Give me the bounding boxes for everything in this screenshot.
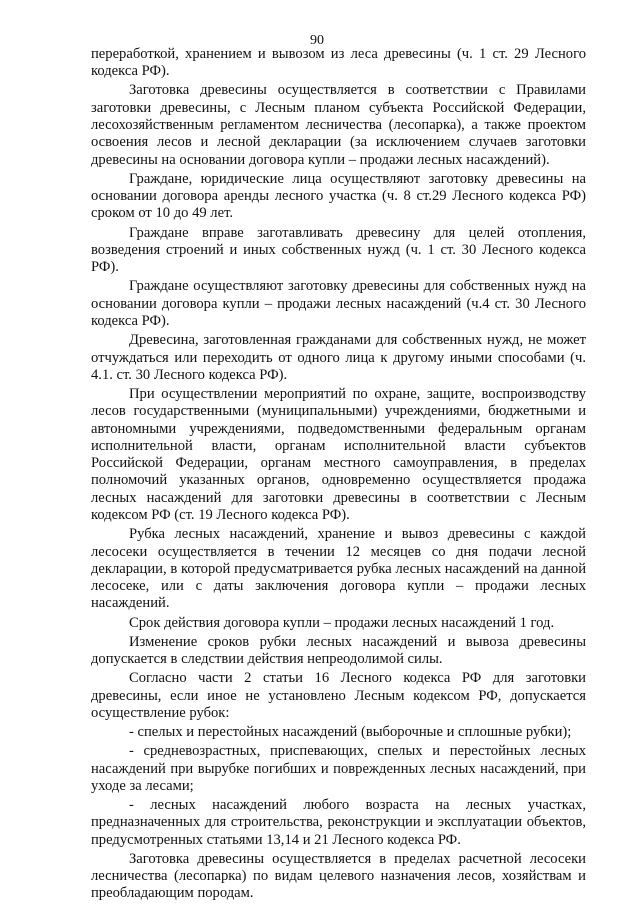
paragraph-state-institutions: При осуществлении мероприятий по охране, защите, воспроизводству лесов государственными (муниципальными) учреждениями, бюджетными и автономными учреждениями, подведомственными федеральным органам исполнительной власти, органам исполнительной власти субъектов Российской Федерации, органам местного самоуправления, в пределах полномочий указанных органов, одновременно осуществляется продажа лесных насаждений для заготовки древесины в соответствии с Лесным кодексом РФ (ст. 19 Лесного кодекса РФ). bbox=[91, 385, 586, 524]
paragraph-contract-term: Срок действия договора купли – продажи лесных насаждений 1 год. bbox=[129, 614, 555, 631]
list-item: - спелых и перестойных насаждений (выборочные и сплошные рубки); bbox=[129, 724, 572, 741]
paragraph-citizens-own-needs: Граждане вправе заготавливать древесину для целей отопления, возведения строений и иных собственных нужд (ч. 1 ст. 30 Лесного кодекса РФ). bbox=[91, 224, 586, 276]
paragraph-no-alienation: Древесина, заготовленная гражданами для собственных нужд, не может отчуждаться или переходить от одного лица к другому иными способами (ч. 4.1. ст. 30 Лесного кодекса РФ). bbox=[91, 332, 586, 383]
paragraph-force-majeure: Изменение сроков рубки лесных насаждений и вывоза древесины допускается в следствии действия непреодолимой силы. bbox=[91, 633, 586, 668]
paragraph-logging-regulations: Заготовка древесины осуществляется в соответствии с Правилами заготовки древесины, с Лесным планом субъекта Российской Федерации, лесохозяйственным регламентом лесничества (лесопарка), а также проектом освоения лесов и лесной декларации (за исключением случаев заготовки древесины на основании договора купли – продажи лесных насаждений). bbox=[91, 82, 586, 168]
paragraph-allowable-cut: Заготовка древесины осуществляется в пределах расчетной лесосеки лесничества (лесопарка) по видам целевого назначения лесов, хозяйствам и преобладающим породам. bbox=[91, 850, 586, 902]
page-number: 90 bbox=[310, 33, 324, 48]
paragraph-purchase-agreement: Граждане осуществляют заготовку древесины для собственных нужд на основании договора купли – продажи лесных насаждений (ч.4 ст. 30 Лесного кодекса РФ). bbox=[91, 278, 586, 330]
list-item: - лесных насаждений любого возраста на лесных участках, предназначенных для строительства, реконструкции и эксплуатации объектов, предусмотренных статьями 13,14 и 21 Лесного кодекса РФ. bbox=[91, 797, 586, 848]
paragraph-felling-types-intro: Согласно части 2 статьи 16 Лесного кодекса РФ для заготовки древесины, если иное не установлено Лесным кодексом РФ, допускается осуществление рубок: bbox=[91, 670, 586, 721]
list-item: - средневозрастных, приспевающих, спелых и перестойных лесных насаждений при вырубке погибших и поврежденных лесных насаждений, при уходе за лесами; bbox=[91, 743, 586, 794]
page-body bbox=[91, 46, 586, 905]
paragraph-felling-period: Рубка лесных насаждений, хранение и вывоз древесины с каждой лесосеки осуществляется в течении 12 месяцев со дня подачи лесной декларации, в которой предусматривается рубка лесных насаждений на данной лесосеке, или с даты заключения договора купли – продажи лесных насаждений. bbox=[91, 526, 586, 612]
paragraph-continuation: переработкой, хранением и вывозом из леса древесины (ч. 1 ст. 29 Лесного кодекса РФ). bbox=[91, 46, 586, 80]
paragraph-lease-agreement: Граждане, юридические лица осуществляют заготовку древесины на основании договора аренды лесного участка (ч. 8 ст.29 Лесного кодекса РФ) сроком от 10 до 49 лет. bbox=[91, 170, 586, 222]
